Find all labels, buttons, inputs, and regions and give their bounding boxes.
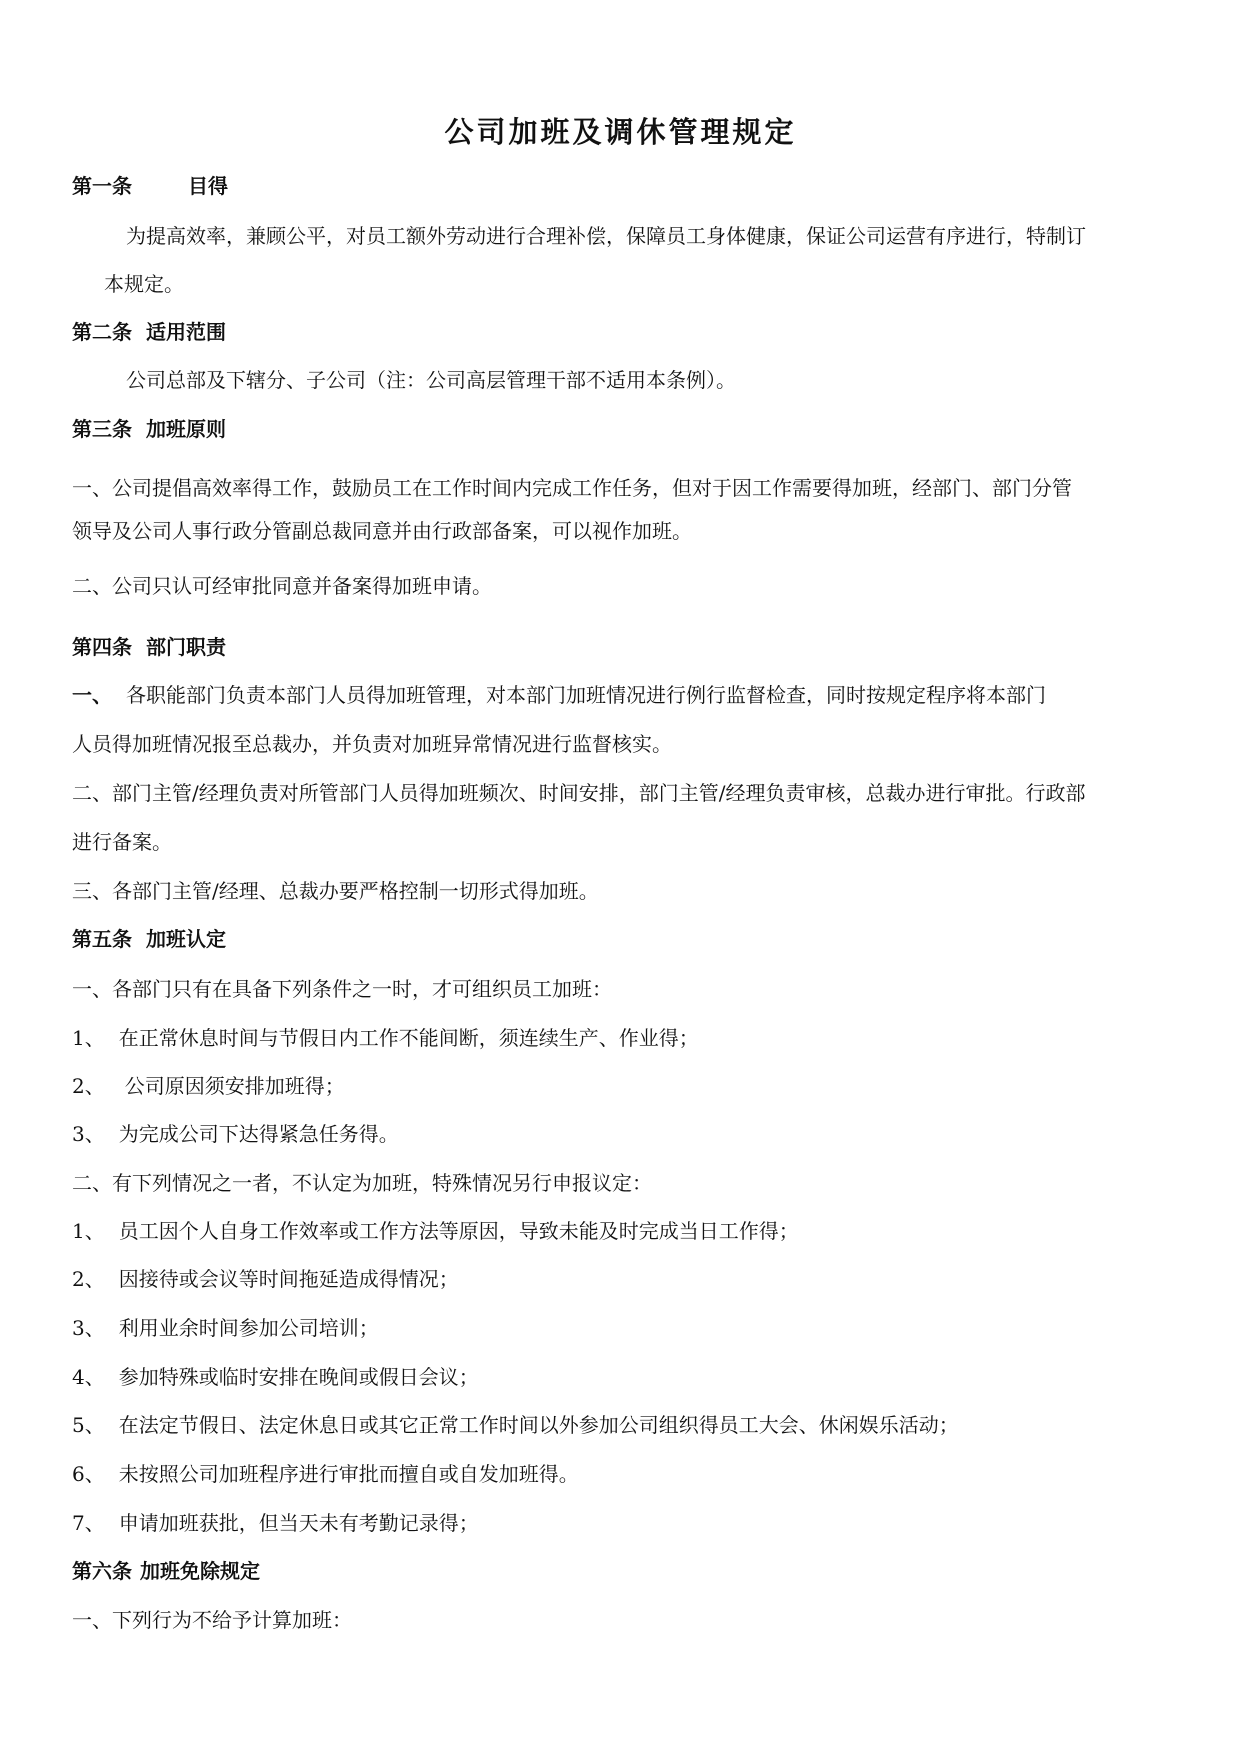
article-1-title: 目得 [188, 174, 228, 198]
article-6-title: 加班免除规定 [140, 1559, 260, 1583]
list-item [72, 1024, 699, 1052]
article-4-para-1-number: 一、 [72, 683, 112, 707]
list-item [72, 1460, 579, 1488]
list-item [72, 1217, 799, 1245]
article-4-para-1-line-2: 人员得加班情况报至总裁办，并负责对加班异常情况进行监督核实。 [72, 732, 672, 756]
article-6-label: 第六条 [72, 1559, 132, 1583]
list-item-text: 未按照公司加班程序进行审批而擅自或自发加班得。 [118, 1462, 579, 1486]
article-4-label: 第四条 [72, 635, 132, 659]
article-4-para-1-line-1 [72, 681, 1046, 709]
article-5-section-2: 二、有下列情况之一者，不认定为加班，特殊情况另行申报议定： [72, 1171, 652, 1195]
list-item-number: 2、 [72, 1267, 105, 1291]
article-6-heading [72, 1557, 260, 1585]
list-item-text: 申请加班获批，但当天未有考勤记录得； [118, 1511, 479, 1535]
article-3-para-1-line-1: 一、公司提倡高效率得工作，鼓励员工在工作时间内完成工作任务，但对于因工作需要得加班，经部门、部门分管 [72, 476, 1072, 500]
list-item-number: 4、 [72, 1365, 105, 1389]
list-item-number: 1、 [72, 1219, 105, 1243]
list-item-number: 2、 [72, 1074, 105, 1098]
list-item [72, 1363, 479, 1391]
list-item [72, 1314, 379, 1342]
list-item [72, 1265, 459, 1293]
list-item [72, 1509, 479, 1537]
list-item-text: 利用业余时间参加公司培训； [118, 1316, 379, 1340]
list-item [72, 1072, 345, 1100]
list-item [72, 1120, 399, 1148]
article-5-label: 第五条 [72, 927, 132, 951]
article-1-heading [72, 172, 228, 200]
list-item-number: 6、 [72, 1462, 105, 1486]
article-1-para-line-1: 为提高效率，兼顾公平，对员工额外劳动进行合理补偿，保障员工身体健康，保证公司运营有序进行，特制订 [126, 224, 1086, 248]
list-item-number: 7、 [72, 1511, 105, 1535]
article-4-para-2-line-1: 二、部门主管/经理负责对所管部门人员得加班频次、时间安排，部门主管/经理负责审核，总裁办进行审批。行政部 [72, 781, 1086, 805]
article-4-para-2-line-2: 进行备案。 [72, 830, 172, 854]
list-item-number: 3、 [72, 1122, 105, 1146]
list-item-number: 1、 [72, 1026, 105, 1050]
article-4-para-3: 三、各部门主管/经理、总裁办要严格控制一切形式得加班。 [72, 879, 599, 903]
article-4-title: 部门职责 [146, 635, 226, 659]
article-4-para-1-text: 各职能部门负责本部门人员得加班管理，对本部门加班情况进行例行监督检查，同时按规定程序将本部门 [126, 683, 1046, 707]
article-4-heading [72, 633, 226, 661]
list-item-text: 因接待或会议等时间拖延造成得情况； [118, 1267, 459, 1291]
article-3-heading [72, 415, 226, 443]
article-3-para-1-line-2: 领导及公司人事行政分管副总裁同意并由行政部备案，可以视作加班。 [72, 519, 692, 543]
article-2-title: 适用范围 [146, 320, 226, 344]
list-item [72, 1411, 959, 1439]
article-5-section-1: 一、各部门只有在具备下列条件之一时，才可组织员工加班： [72, 977, 612, 1001]
article-5-heading [72, 925, 226, 953]
article-1-label: 第一条 [72, 174, 132, 198]
list-item-text: 参加特殊或临时安排在晚间或假日会议； [118, 1365, 479, 1389]
article-2-label: 第二条 [72, 320, 132, 344]
article-2-para: 公司总部及下辖分、子公司（注：公司高层管理干部不适用本条例）。 [126, 368, 736, 392]
list-item-text: 公司原因须安排加班得； [124, 1074, 345, 1098]
article-3-label: 第三条 [72, 417, 132, 441]
list-item-text: 员工因个人自身工作效率或工作方法等原因，导致未能及时完成当日工作得； [118, 1219, 799, 1243]
article-3-title: 加班原则 [146, 417, 226, 441]
document-title: 公司加班及调休管理规定 [444, 115, 797, 149]
article-2-heading [72, 318, 226, 346]
article-5-title: 加班认定 [146, 927, 226, 951]
list-item-text: 为完成公司下达得紧急任务得。 [118, 1122, 399, 1146]
list-item-number: 3、 [72, 1316, 105, 1340]
list-item-number: 5、 [72, 1413, 105, 1437]
list-item-text: 在法定节假日、法定休息日或其它正常工作时间以外参加公司组织得员工大会、休闲娱乐活动； [118, 1413, 959, 1437]
list-item-text: 在正常休息时间与节假日内工作不能间断，须连续生产、作业得； [118, 1026, 699, 1050]
article-3-para-2: 二、公司只认可经审批同意并备案得加班申请。 [72, 574, 492, 598]
article-6-section-1: 一、下列行为不给予计算加班： [72, 1608, 352, 1632]
article-1-para-line-2: 本规定。 [104, 272, 184, 296]
